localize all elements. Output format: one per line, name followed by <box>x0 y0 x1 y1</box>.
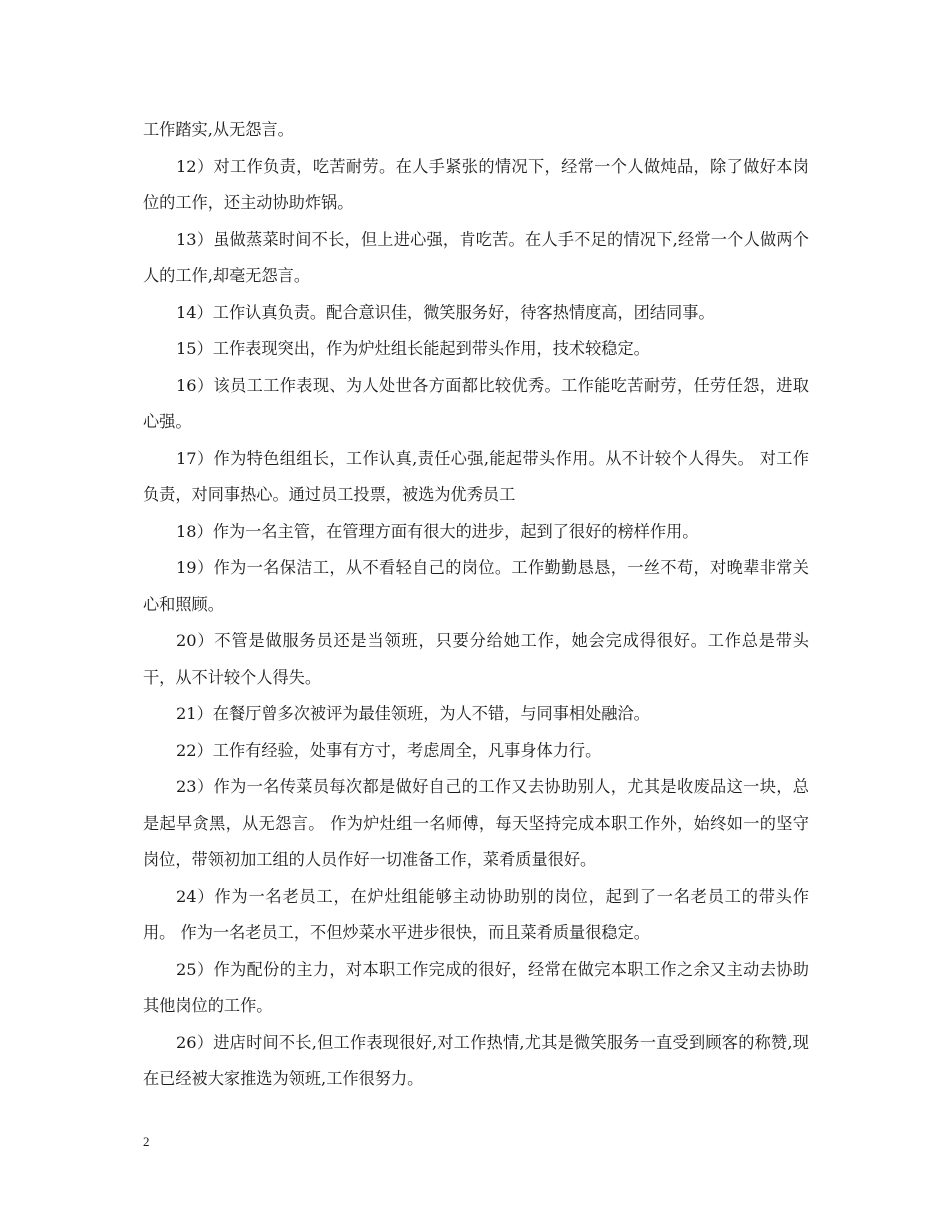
paragraph-item-23: 23）作为一名传菜员每次都是做好自己的工作又去协助别人，尤其是收废品这一块，总是起早贪黑，从无怨言。 作为炉灶组一名师傅，每天坚持完成本职工作外，始终如一的坚守岗位，带领初加工组的人员作好一切准备工作，菜肴质量很好。 <box>143 777 809 869</box>
paragraph-item-12: 12）对工作负责，吃苦耐劳。在人手紧张的情况下，经常一个人做炖品，除了做好本岗位的工作，还主动协助炸锅。 <box>143 156 809 212</box>
paragraph-item-16: 16）该员工工作表现、为人处世各方面都比较优秀。工作能吃苦耐劳，任劳任怨，进取心强。 <box>143 375 809 431</box>
paragraph-item-19: 19）作为一名保洁工，从不看轻自己的岗位。工作勤勤恳恳，一丝不苟，对晚辈非常关心和照顾。 <box>143 558 809 614</box>
paragraph-item-13: 13）虽做蒸菜时间不长，但上进心强，肯吃苦。在人手不足的情况下,经常一个人做两个人的工作,却毫无怨言。 <box>143 229 809 285</box>
paragraph-item-25: 25）作为配份的主力，对本职工作完成的很好，经常在做完本职工作之余又主动去协助其他岗位的工作。 <box>143 959 809 1015</box>
paragraph-item-22: 22）工作有经验，处事有方寸，考虑周全，凡事身体力行。 <box>176 740 602 760</box>
paragraph-item-18: 18）作为一名主管，在管理方面有很大的进步，起到了很好的榜样作用。 <box>176 521 699 541</box>
paragraph-item-17: 17）作为特色组组长，工作认真,责任心强,能起带头作用。从不计较个人得失。 对工作负责，对同事热心。通过员工投票，被选为优秀员工 <box>143 448 809 504</box>
paragraph-item-24: 24）作为一名老员工，在炉灶组能够主动协助别的岗位，起到了一名老员工的带头作用。 作为一名老员工，不但炒菜水平进步很快，而且菜肴质量很稳定。 <box>143 886 809 942</box>
document-body <box>143 112 809 1098</box>
paragraph-continuation: 工作踏实,从无怨言。 <box>143 120 294 139</box>
paragraph-item-15: 15）工作表现突出，作为炉灶组长能起到带头作用，技术较稳定。 <box>176 339 650 358</box>
paragraph-item-14: 14）工作认真负责。配合意识佳，微笑服务好，待客热情度高，团结同事。 <box>176 302 715 322</box>
paragraph-item-21: 21）在餐厅曾多次被评为最佳领班，为人不错，与同事相处融洽。 <box>176 704 650 723</box>
paragraph-item-20: 20）不管是做服务员还是当领班，只要分给她工作，她会完成得很好。工作总是带头干，从不计较个人得失。 <box>143 631 809 687</box>
page-number: 2 <box>143 1134 150 1149</box>
paragraph-item-26: 26）进店时间不长,但工作表现很好,对工作热情,尤其是微笑服务一直受到顾客的称赞,现在已经被大家推选为领班,工作很努力。 <box>143 1032 809 1088</box>
